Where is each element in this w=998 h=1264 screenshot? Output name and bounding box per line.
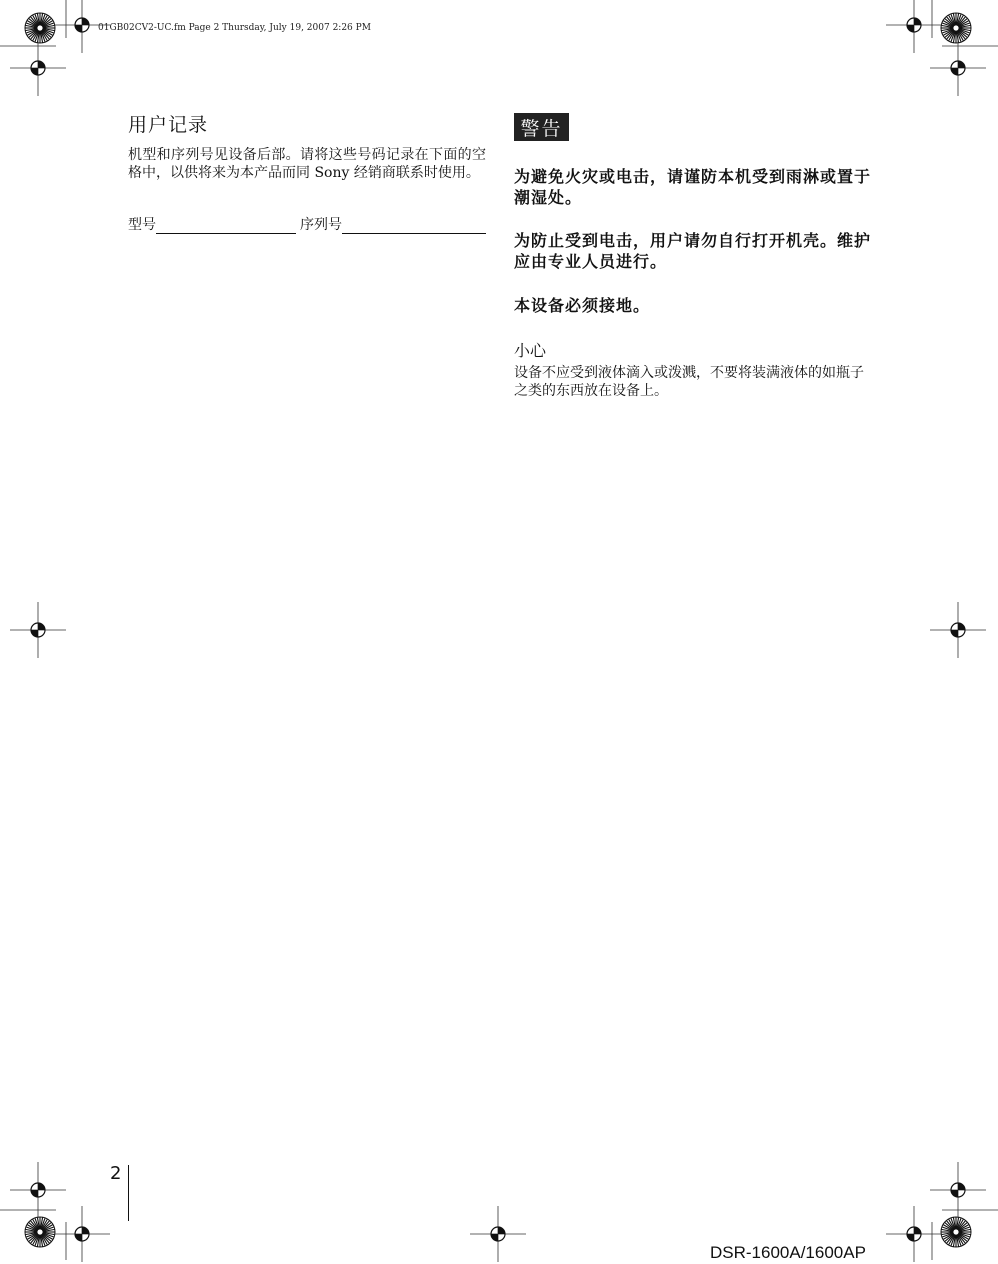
serial-label: 序列号 bbox=[300, 217, 342, 233]
file-info-header: 01GB02CV2-UC.fm Page 2 Thursday, July 19, 2007 2:26 PM bbox=[98, 23, 371, 33]
page-number-rule bbox=[128, 1165, 129, 1221]
registration-crosshair-icon bbox=[52, 1204, 112, 1264]
registration-crosshair-icon bbox=[468, 1204, 528, 1264]
warning-badge: 警告 bbox=[514, 113, 569, 141]
crop-mark-line bbox=[65, 0, 68, 39]
registration-crosshair-icon bbox=[8, 600, 68, 660]
crop-mark-line bbox=[65, 1221, 68, 1261]
caution-title: 小心 bbox=[514, 341, 547, 360]
caution-paragraph: 设备不应受到液体滴入或泼溅，不要将装满液体的如瓶子之类的东西放在设备上。 bbox=[514, 365, 864, 399]
crop-mark-line bbox=[941, 1209, 998, 1212]
crop-mark-line bbox=[0, 1209, 57, 1212]
registration-crosshair-icon bbox=[928, 600, 988, 660]
crop-mark-line bbox=[931, 1221, 934, 1261]
registration-crosshair-icon bbox=[884, 1204, 944, 1264]
warning-paragraph-3: 本设备必须接地。 bbox=[514, 296, 651, 315]
model-name: DSR-1600A/1600AP bbox=[710, 1243, 866, 1262]
model-blank-line bbox=[156, 215, 296, 234]
warning-paragraph-1: 为避免火灾或电击，请谨防本机受到雨淋或置于潮湿处。 bbox=[514, 167, 872, 207]
serial-blank-line bbox=[342, 215, 486, 234]
page-number: 2 bbox=[110, 1163, 122, 1184]
crop-mark-line bbox=[941, 45, 998, 48]
color-starburst-icon bbox=[940, 1216, 972, 1248]
user-record-title: 用户记录 bbox=[128, 114, 209, 136]
crop-mark-line bbox=[931, 0, 934, 39]
warning-paragraph-2: 为防止受到电击，用户请勿自行打开机壳。维护应由专业人员进行。 bbox=[514, 231, 872, 271]
record-fields bbox=[128, 214, 486, 234]
user-record-paragraph: 机型和序列号见设备后部。请将这些号码记录在下面的空格中，以供将来为本产品而同 Sony 经销商联系时使用。 bbox=[128, 147, 486, 181]
crop-mark-line bbox=[0, 45, 57, 48]
model-label: 型号 bbox=[128, 217, 156, 233]
